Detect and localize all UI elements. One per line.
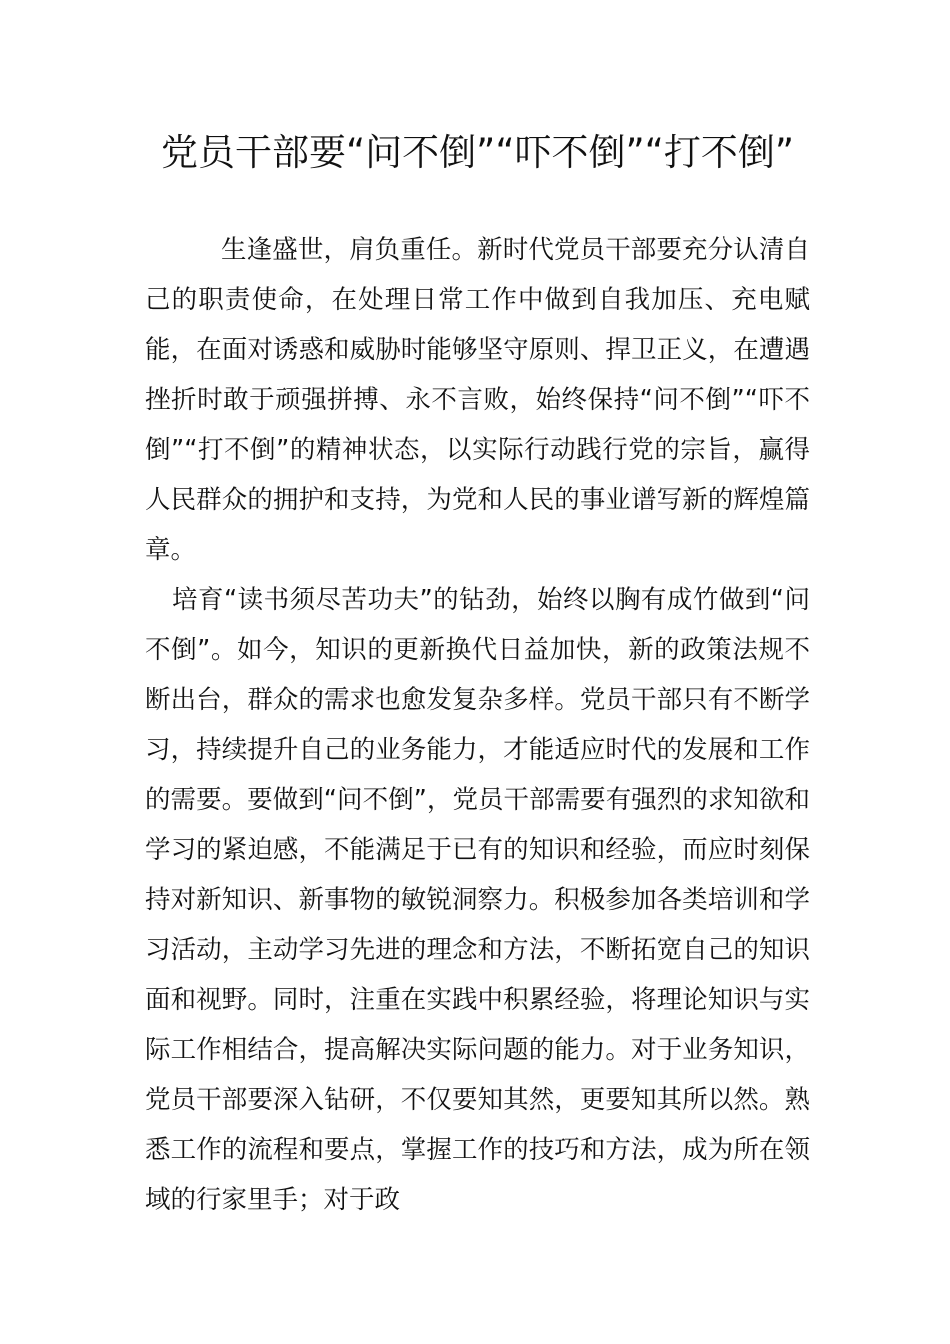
paragraph-intro: 生逢盛世，肩负重任。新时代党员干部要充分认清自己的职责使命，在处理日常工作中做到自我加压、充电赋能，在面对诱惑和威胁时能够坚守原则、捍卫正义，在遭遇挫折时敢于顽强拼搏、永不言败，始终保持“问不倒”“吓不倒”“打不倒”的精神状态，以实际行动践行党的宗旨，赢得人民群众的拥护和支持，为党和人民的事业谱写新的辉煌篇章。: [145, 235, 810, 565]
paragraph-wen-bu-dao: 培育“读书须尽苦功夫”的钻劲，始终以胸有成竹做到“问不倒”。如今，知识的更新换代日益加快，新的政策法规不断出台，群众的需求也愈发复杂多样。党员干部只有不断学习，持续提升自己的业务能力，才能适应时代的发展和工作的需要。要做到“问不倒”，党员干部需要有强烈的求知欲和学习的紧迫感，不能满足于已有的知识和经验，而应时刻保持对新知识、新事物的敏锐洞察力。积极参加各类培训和学习活动，主动学习先进的理念和方法，不断拓宽自己的知识面和视野。同时，注重在实践中积累经验，将理论知识与实际工作相结合，提高解决实际问题的能力。对于业务知识，党员干部要深入钻研，不仅要知其然，更要知其所以然。熟悉工作的流程和要点，掌握工作的技巧和方法，成为所在领域的行家里手；对于政: [145, 585, 810, 1215]
document-body: [145, 225, 810, 1225]
document-title: 党员干部要“问不倒”“吓不倒”“打不倒”: [160, 131, 794, 174]
